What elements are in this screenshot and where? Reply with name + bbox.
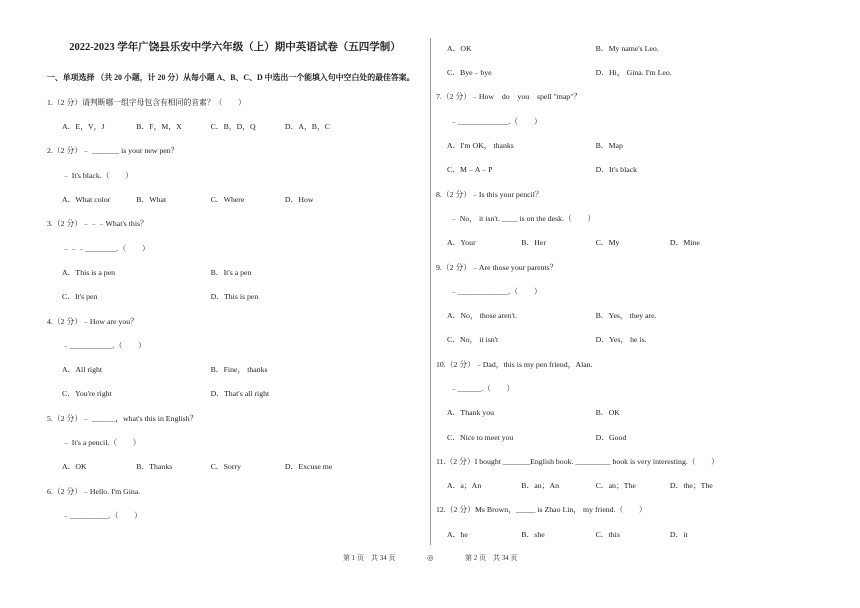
page-number-right: 第 2 页 共 34 页 [465, 554, 518, 562]
question-2-reply: ﹣ It's black.（ ） [62, 170, 133, 180]
question-11-option-b: B．an；An [521, 481, 559, 491]
question-2-option-b: B．What [136, 195, 167, 205]
question-9-options-row-1 [436, 304, 836, 328]
question-7-option-c: C．M﹣A﹣P [447, 165, 493, 175]
question-7-options-row-2 [436, 158, 836, 182]
right-page-column [436, 37, 836, 547]
question-4-options-row-2 [47, 382, 422, 406]
question-11-option-d: D．the；The [669, 481, 713, 491]
question-3-option-b: B．It's a pen [210, 267, 252, 277]
question-1-options [47, 115, 422, 139]
question-10-option-a: A．Thank you [447, 408, 494, 418]
question-4-option-a: A．All right [62, 365, 103, 375]
question-3-option-a: A．This is a pen [62, 267, 116, 277]
question-3-option-c: C．It's pen [62, 292, 98, 302]
question-8-option-a: A．Your [447, 238, 476, 248]
question-7-option-d: D．It's black [595, 165, 638, 175]
question-10-options-row-2 [436, 426, 836, 450]
question-11-options [436, 474, 836, 498]
question-6-options-row-1 [436, 37, 836, 61]
question-6-options-row-2 [436, 61, 836, 85]
question-8-options [436, 231, 836, 255]
question-5-option-a: A．OK [62, 462, 87, 472]
question-10-option-c: C．Nice to meet you [447, 432, 514, 442]
question-12-option-b: B．she [521, 529, 545, 539]
question-7-options-row-1 [436, 134, 836, 158]
question-7-option-a: A．I'm OK， thanks [447, 141, 514, 151]
question-6-stem: 6.（2 分）﹣Hello. I'm Gina. [47, 486, 141, 496]
question-10-options-row-1 [436, 401, 836, 425]
page-number-left: 第 1 页 共 34 页 [343, 554, 396, 562]
left-page-column [47, 91, 422, 528]
question-1-option-a: A．E，V，J [62, 122, 105, 132]
question-5-option-b: B．Thanks [136, 462, 173, 472]
section-heading: 一、单项选择 （共 20 小题，计 20 分）从每小题 A、B、C、D 中选出一个能填入句中空白处的最佳答案。 [47, 73, 415, 82]
question-6-option-d: D．Hi， Gina. I'm Leo. [595, 68, 672, 78]
question-8-stem: 8.（2 分）﹣Is this your pencil？ [436, 189, 543, 199]
question-3-options-row-1 [47, 261, 422, 285]
question-4-options-row-1 [47, 358, 422, 382]
question-7-option-b: B．Map [595, 141, 623, 151]
column-divider [430, 38, 431, 545]
question-5-stem: 5.（2 分）﹣ ______，what's this in English？ [47, 413, 198, 423]
question-9-reply: ﹣_____________.（ ） [450, 286, 542, 296]
question-3-stem: 3.（2 分）﹣﹣﹣What's this？ [47, 219, 148, 229]
question-9-option-c: C．No， it isn't [447, 335, 499, 345]
question-9-option-d: D．Yes， he is. [595, 335, 647, 345]
question-10-reply: ﹣______.（ ） [450, 384, 515, 393]
question-5-options [47, 455, 422, 479]
question-12-option-c: C．this [595, 529, 620, 539]
question-7-reply: ﹣_____________.（ ） [450, 116, 542, 126]
question-7-stem: 7.（2 分）﹣How do you spell "map"？ [436, 92, 582, 102]
question-4-option-d: D．That's all right [210, 389, 270, 399]
question-2-options [47, 188, 422, 212]
question-12-option-a: A．he [447, 529, 468, 539]
question-4-option-c: C．You're right [62, 389, 112, 399]
question-12-option-d: D．it [669, 529, 688, 539]
question-6-option-b: B．My name's Leo. [595, 43, 659, 53]
question-6-option-c: C．Bye﹣bye [447, 68, 492, 78]
question-8-option-d: D．Mine [669, 238, 700, 248]
question-11-stem: 11.（2 分）I bought _______English book. _________ book is very interesting.（ ） [436, 456, 719, 466]
footer-separator: ◎ [427, 553, 434, 562]
question-4-option-b: B．Fine， thanks [210, 365, 268, 375]
question-12-options [436, 523, 836, 547]
question-9-options-row-2 [436, 328, 836, 352]
question-11-option-c: C．an；The [595, 481, 636, 491]
question-2-option-d: D．How [284, 195, 314, 205]
question-1-option-d: D．A，B，C [284, 122, 330, 132]
question-3-options-row-2 [47, 285, 422, 309]
question-6-reply: ﹣__________.（ ） [62, 510, 142, 520]
question-2-stem: 2.（2 分）﹣ _______ is your new pen？ [47, 146, 179, 156]
question-4-reply: ﹣___________.（ ） [62, 340, 146, 350]
question-1-stem: 1.（2 分）请判断哪一组字母包含有相同的音素？（ ） [47, 97, 246, 107]
question-8-reply: ﹣ No， it isn't. ____ is on the desk.（ ） [450, 213, 596, 223]
question-2-option-a: A．What color [62, 195, 111, 205]
question-8-option-c: C．My [595, 238, 620, 248]
question-10-option-b: B．OK [595, 408, 620, 418]
question-9-option-b: B．Yes， they are. [595, 311, 657, 321]
question-2-option-c: C．Where [210, 195, 245, 205]
question-3-reply: ﹣﹣﹣________.（ ） [62, 243, 150, 253]
question-6-option-a: A．OK [447, 43, 472, 53]
question-11-option-a: A．a；An [447, 481, 482, 491]
question-1-option-b: B．F，M，X [136, 122, 182, 132]
question-5-option-d: D．Excuse me [284, 462, 333, 472]
question-3-option-d: D．This is pen [210, 292, 259, 302]
question-1-option-c: C．B，D，Q [210, 122, 256, 132]
question-9-stem: 9.（2 分）﹣Are those your parents？ [436, 262, 558, 272]
question-10-stem: 10.（2 分）﹣Dad，this is my pen friend，Alan. [436, 359, 593, 369]
question-5-reply: ﹣ It's a pencil.（ ） [62, 438, 141, 447]
question-4-stem: 4.（2 分）﹣How are you？ [47, 316, 138, 326]
question-5-option-c: C．Sorry [210, 462, 241, 472]
question-9-option-a: A．No， those aren't. [447, 311, 518, 321]
question-8-option-b: B．Her [521, 238, 546, 248]
question-10-option-d: D．Good [595, 432, 627, 442]
question-12-stem: 12.（2 分）Ms Brown，_____ is Zhao Lin， my friend.（ ） [436, 505, 647, 515]
page-title: 2022-2023 学年广饶县乐安中学六年级（上）期中英语试卷（五四学制） [69, 42, 401, 53]
